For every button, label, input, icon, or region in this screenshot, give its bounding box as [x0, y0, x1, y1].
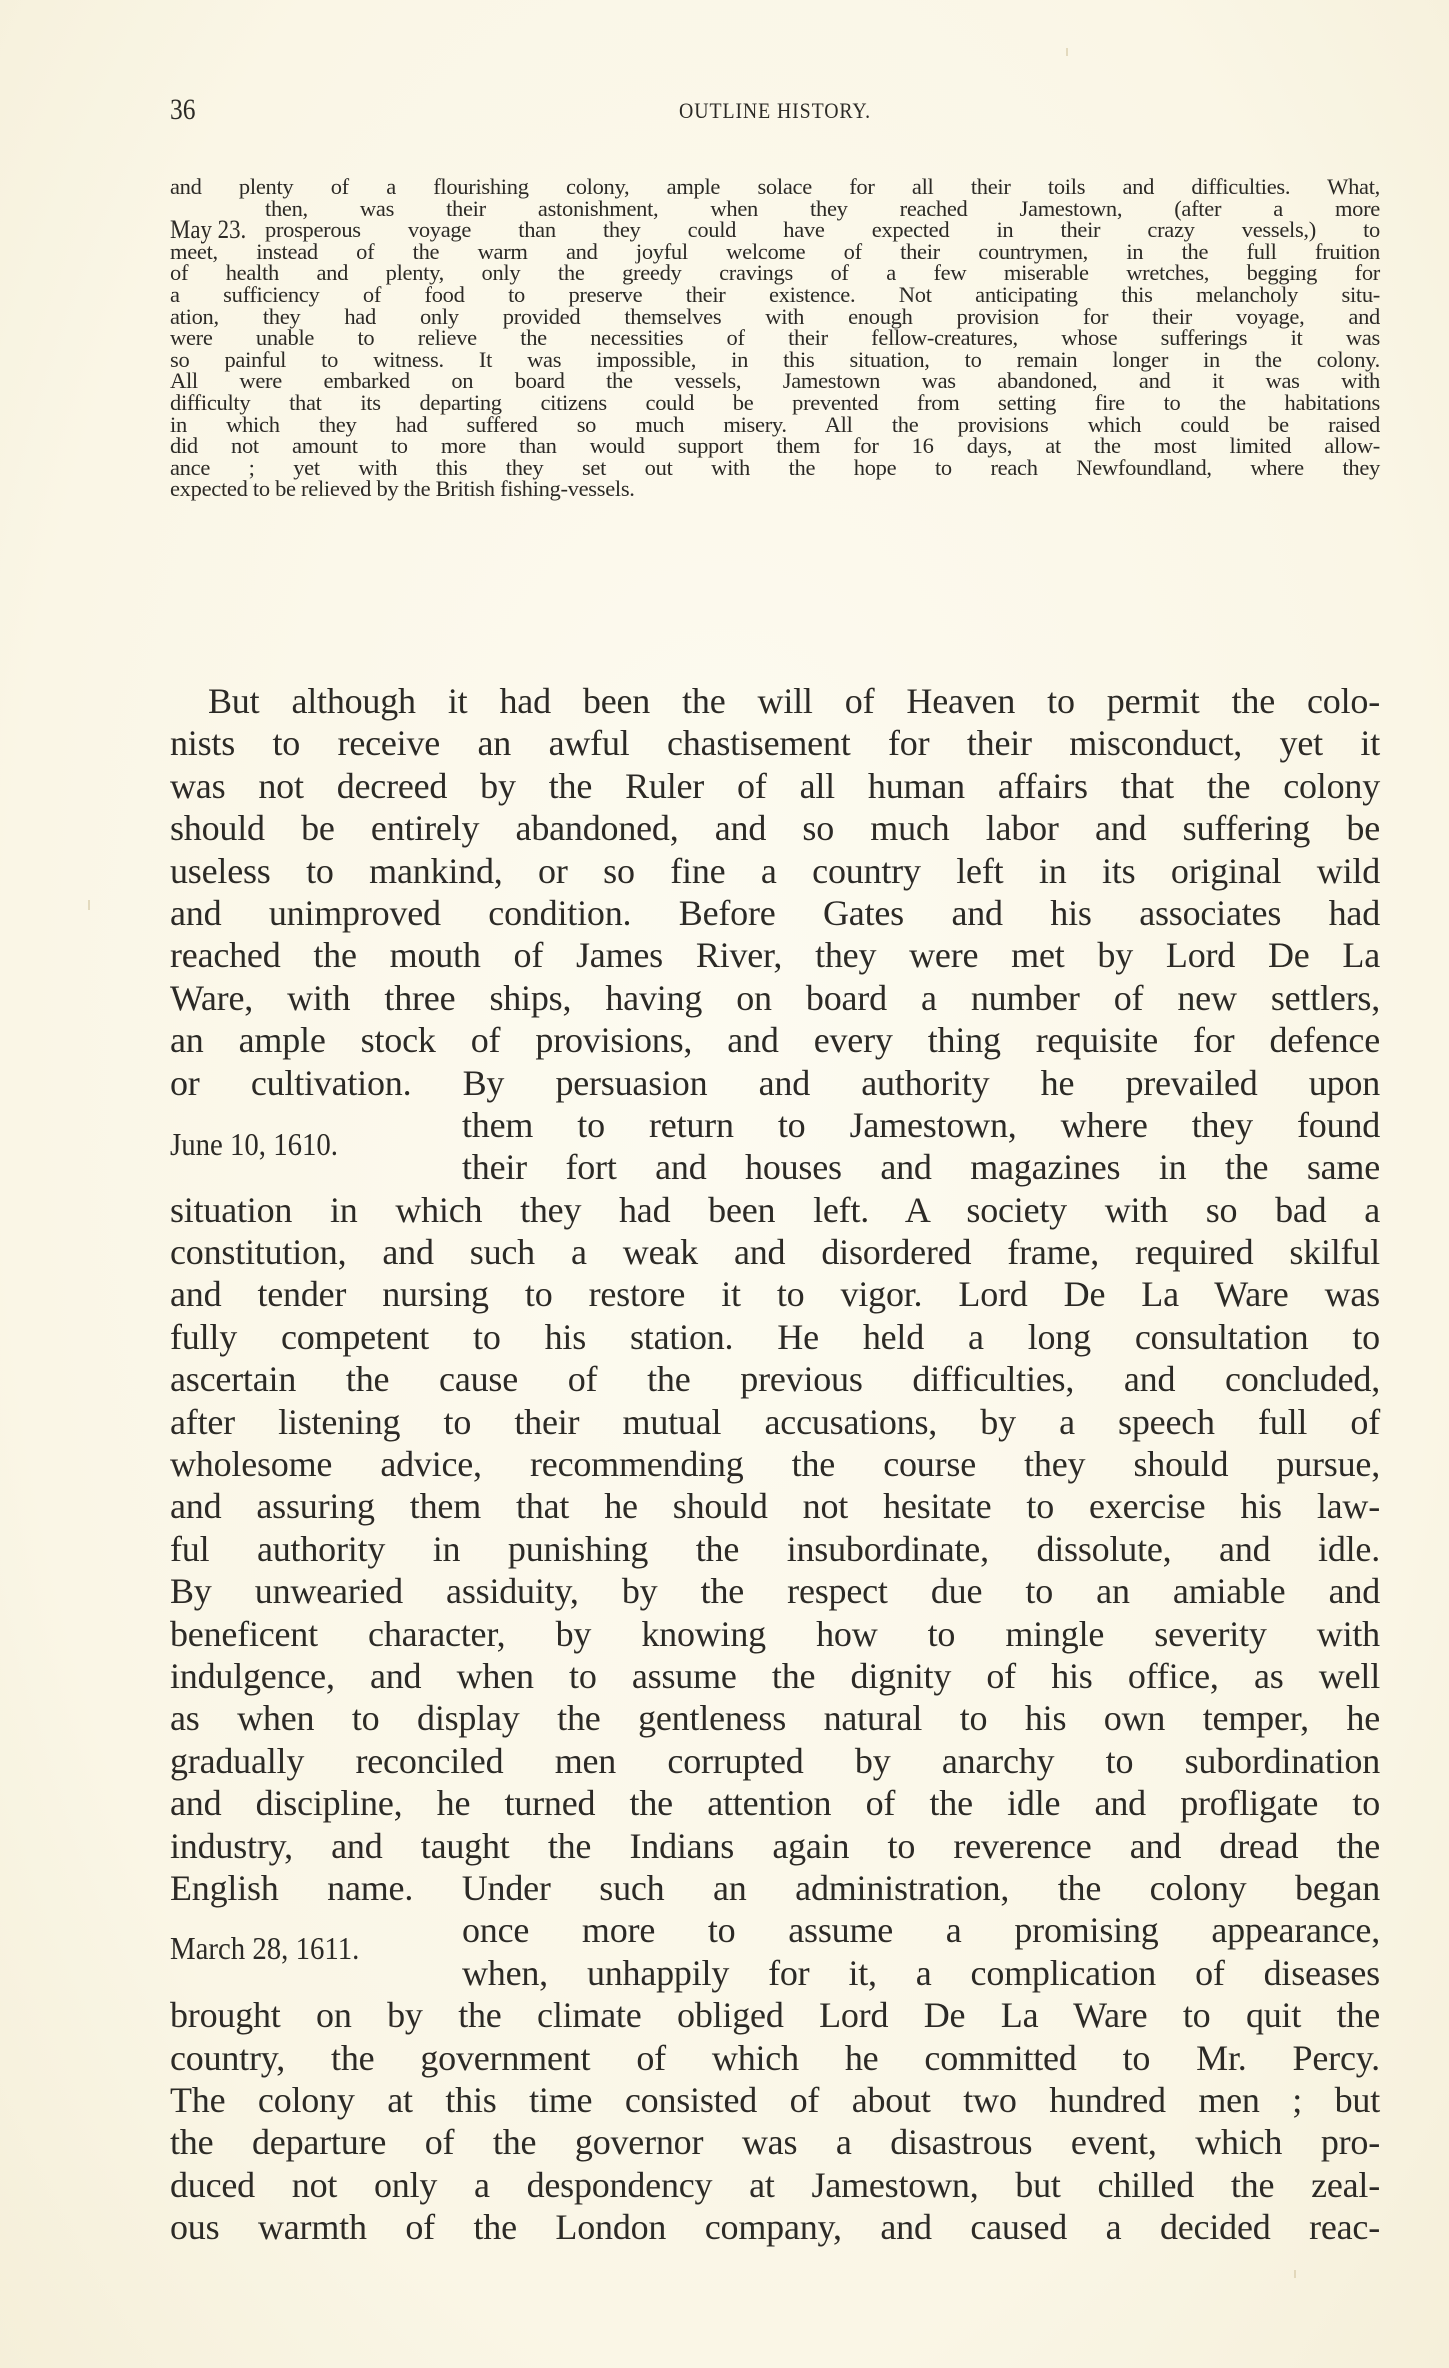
text-line: beneficent character, by knowing how to mingle severity with	[170, 1613, 1380, 1654]
small-paragraph	[170, 176, 1380, 500]
text-line: By unwearied assiduity, by the respect due to an amiable and	[170, 1571, 1380, 1612]
text-line: situation in which they had been left. A society with so bad a	[170, 1189, 1380, 1230]
text-line: meet, instead of the warm and joyful welcome of their countrymen, in the full fruition	[170, 238, 1380, 264]
text-line: ous warmth of the London company, and caused a decided reac-	[170, 2207, 1380, 2248]
margin-note-date: May 23.	[170, 215, 247, 244]
text-line: brought on by the climate obliged Lord De La Ware to quit the	[170, 1995, 1380, 2036]
text-line: their fort and houses and magazines in the same	[462, 1147, 1380, 1188]
text-line: should be entirely abandoned, and so much labor and suffering be	[170, 808, 1380, 849]
text-line: English name. Under such an administration, the colony began	[170, 1867, 1380, 1908]
text-line: a sufficiency of food to preserve their existence. Not anticipating this melancholy situ-	[170, 281, 1380, 307]
text-line: an ample stock of provisions, and every thing requisite for defence	[170, 1020, 1380, 1061]
margin-note-date: June 10, 1610.	[170, 1126, 338, 1162]
text-line: was not decreed by the Ruler of all human affairs that the colony	[170, 765, 1380, 806]
text-line: of health and plenty, only the greedy cravings of a few miserable wretches, begging for	[170, 260, 1380, 286]
text-line: wholesome advice, recommending the course they should pursue,	[170, 1444, 1380, 1485]
text-line: ance ; yet with this they set out with the hope to reach Newfoundland, where they	[170, 454, 1380, 480]
paper-speck	[88, 900, 90, 910]
body-paragraph	[170, 680, 1380, 2248]
text-line: But although it had been the will of Heaven to permit the colo-	[208, 681, 1380, 721]
text-line: ation, they had only provided themselves with enough provision for their voyage, and	[170, 303, 1380, 329]
text-line: and tender nursing to restore it to vigor. Lord De La Ware was	[170, 1274, 1380, 1315]
text-line: then, was their astonishment, when they reached Jamestown, (after a more	[265, 195, 1380, 221]
text-line: the departure of the governor was a disastrous event, which pro-	[170, 2122, 1380, 2163]
text-line: did not amount to more than would support them for 16 days, at the most limited allow-	[170, 433, 1380, 459]
text-line: difficulty that its departing citizens could be prevented from setting fire to the habitations	[170, 389, 1380, 415]
text-line: ascertain the cause of the previous difficulties, and concluded,	[170, 1359, 1380, 1400]
text-line: useless to mankind, or so fine a country left in its original wild	[170, 850, 1380, 891]
running-head	[170, 92, 1380, 128]
text-line: once more to assume a promising appearance,	[462, 1910, 1380, 1951]
text-line: and assuring them that he should not hesitate to exercise his law-	[170, 1486, 1380, 1527]
text-line: in which they had suffered so much misery. All the provisions which could be raised	[170, 411, 1380, 437]
margin-note-date: March 28, 1611.	[170, 1930, 360, 1966]
text-line: ful authority in punishing the insubordinate, dissolute, and idle.	[170, 1528, 1380, 1569]
text-line: nists to receive an awful chastisement for their misconduct, yet it	[170, 723, 1380, 764]
text-line: expected to be relieved by the British fishing-vessels.	[170, 476, 635, 502]
text-line: The colony at this time consisted of about two hundred men ; but	[170, 2079, 1380, 2120]
text-line: country, the government of which he committed to Mr. Percy.	[170, 2037, 1380, 2078]
text-line: and discipline, he turned the attention of the idle and profligate to	[170, 1783, 1380, 1824]
text-line: reached the mouth of James River, they were met by Lord De La	[170, 935, 1380, 976]
paper-speck	[1294, 2270, 1296, 2278]
text-line: fully competent to his station. He held a long consultation to	[170, 1316, 1380, 1357]
text-line: and unimproved condition. Before Gates and his associates had	[170, 892, 1380, 933]
text-line: or cultivation. By persuasion and authority he prevailed upon	[170, 1062, 1380, 1103]
text-line: and plenty of a flourishing colony, ample solace for all their toils and difficulties. What,	[170, 174, 1380, 199]
paper-speck	[1066, 48, 1068, 56]
text-line: industry, and taught the Indians again to reverence and dread the	[170, 1825, 1380, 1866]
text-line: indulgence, and when to assume the dignity of his office, as well	[170, 1655, 1380, 1696]
text-line: so painful to witness. It was impossible, in this situation, to remain longer in the colony.	[170, 346, 1380, 372]
text-line: constitution, and such a weak and disordered frame, required skilful	[170, 1232, 1380, 1273]
text-line: them to return to Jamestown, where they found	[462, 1104, 1380, 1145]
text-line: after listening to their mutual accusations, by a speech full of	[170, 1401, 1380, 1442]
text-line: Ware, with three ships, having on board a number of new settlers,	[170, 977, 1380, 1018]
text-line: when, unhappily for it, a complication of diseases	[462, 1952, 1380, 1993]
text-line: as when to display the gentleness natural to his own temper, he	[170, 1698, 1380, 1739]
text-line: were unable to relieve the necessities of their fellow-creatures, whose sufferings it was	[170, 325, 1380, 351]
text-line: All were embarked on board the vessels, Jamestown was abandoned, and it was with	[170, 368, 1380, 394]
page-number: 36	[170, 93, 196, 126]
text-line: duced not only a despondency at Jamestown, but chilled the zeal-	[170, 2164, 1380, 2205]
text-line: gradually reconciled men corrupted by anarchy to subordination	[170, 1740, 1380, 1781]
text-line: prosperous voyage than they could have expected in their crazy vessels,) to	[265, 217, 1380, 243]
running-title: OUTLINE HISTORY.	[679, 98, 871, 123]
